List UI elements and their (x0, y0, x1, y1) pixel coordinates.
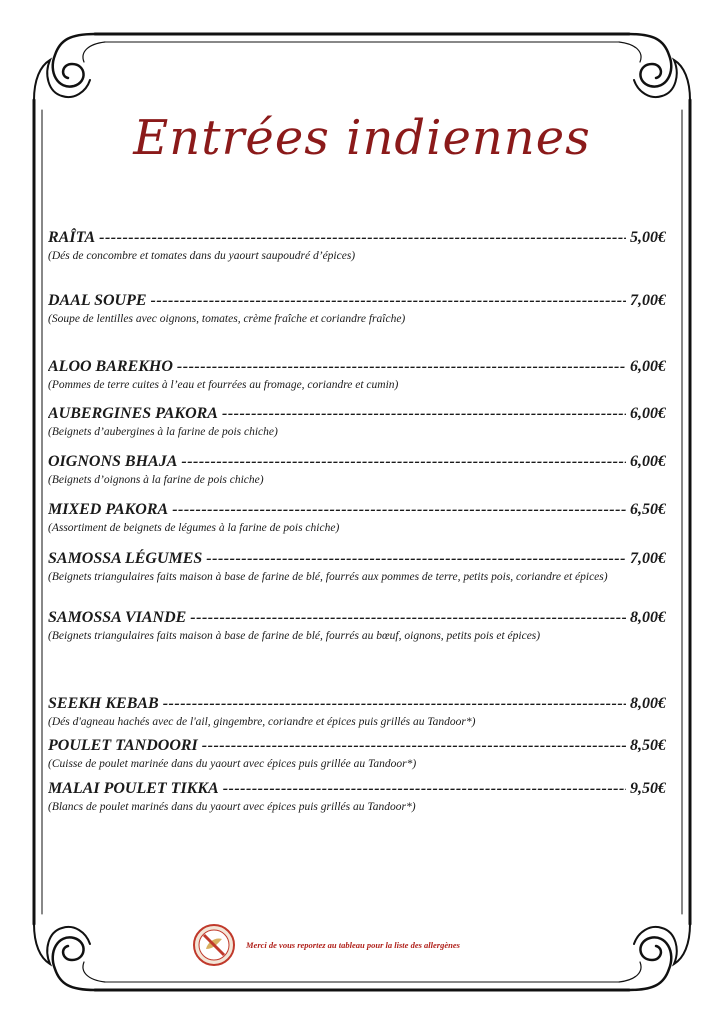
item-price: 7,00€ (630, 292, 666, 309)
page-title: Entrées indiennes (133, 110, 591, 166)
item-description: (Dés d'agneau hachés avec de l'ail, gingembre, coriandre et épices puis grillés au Tandoor*) (48, 716, 476, 728)
leader-dots (163, 694, 626, 714)
item-description: (Beignets triangulaires faits maison à base de farine de blé, fourrés aux pommes de terre, petits pois, coriandre et épices) (48, 571, 608, 583)
item-name: SAMOSSA LÉGUMES (48, 550, 203, 567)
menu-item (48, 694, 666, 730)
item-price: 6,00€ (630, 358, 666, 375)
menu-item (48, 357, 666, 393)
item-name: RAÎTA (48, 229, 96, 246)
leader-dots (223, 779, 626, 799)
item-price: 9,50€ (630, 780, 666, 797)
allergen-icon (192, 923, 236, 967)
item-description: (Blancs de poulet marinés dans du yaourt avec épices puis grillés au Tandoor*) (48, 801, 416, 813)
item-price: 5,00€ (630, 229, 666, 246)
menu-item (48, 228, 666, 264)
menu-item (48, 404, 666, 440)
leader-dots (206, 549, 626, 569)
menu-item (48, 779, 666, 815)
item-description: (Beignets d’aubergines à la farine de pois chiche) (48, 426, 278, 438)
allergen-footer (192, 922, 460, 968)
item-name: OIGNONS BHAJA (48, 453, 178, 470)
item-name: DAAL SOUPE (48, 292, 147, 309)
menu-item (48, 500, 666, 536)
item-name: MALAI POULET TIKKA (48, 780, 219, 797)
leader-dots (202, 736, 626, 756)
item-name: POULET TANDOORI (48, 737, 198, 754)
item-name: SEEKH KEBAB (48, 695, 159, 712)
footer-text: Merci de vous reportez au tableau pour la liste des allergènes (246, 940, 460, 950)
item-description: (Beignets triangulaires faits maison à base de farine de blé, fourrés au bœuf, oignons, petits pois et épices) (48, 630, 541, 642)
menu-item (48, 549, 666, 585)
item-description: (Cuisse de poulet marinée dans du yaourt avec épices puis grillée au Tandoor*) (48, 758, 417, 770)
item-description: (Soupe de lentilles avec oignons, tomates, crème fraîche et coriandre fraîche) (48, 313, 406, 325)
item-price: 8,00€ (630, 695, 666, 712)
item-price: 6,50€ (630, 501, 666, 518)
item-price: 8,50€ (630, 737, 666, 754)
item-name: SAMOSSA VIANDE (48, 609, 187, 626)
item-name: ALOO BAREKHO (48, 358, 173, 375)
leader-dots (181, 452, 626, 472)
item-description: (Dés de concombre et tomates dans du yaourt saupoudré d’épices) (48, 250, 356, 262)
leader-dots (151, 291, 626, 311)
item-description: (Beignets d’oignons à la farine de pois chiche) (48, 474, 264, 486)
item-name: MIXED PAKORA (48, 501, 169, 518)
menu-item (48, 736, 666, 772)
menu-item (48, 291, 666, 327)
leader-dots (222, 404, 626, 424)
leader-dots (172, 500, 626, 520)
leader-dots (99, 228, 626, 248)
item-price: 6,00€ (630, 405, 666, 422)
item-price: 7,00€ (630, 550, 666, 567)
menu-item (48, 452, 666, 488)
leader-dots (190, 608, 626, 628)
item-price: 8,00€ (630, 609, 666, 626)
item-name: AUBERGINES PAKORA (48, 405, 218, 422)
item-price: 6,00€ (630, 453, 666, 470)
item-description: (Assortiment de beignets de légumes à la farine de pois chiche) (48, 522, 340, 534)
item-description: (Pommes de terre cuites à l’eau et fourrées au fromage, coriandre et cumin) (48, 379, 399, 391)
menu-item (48, 608, 666, 644)
leader-dots (177, 357, 626, 377)
